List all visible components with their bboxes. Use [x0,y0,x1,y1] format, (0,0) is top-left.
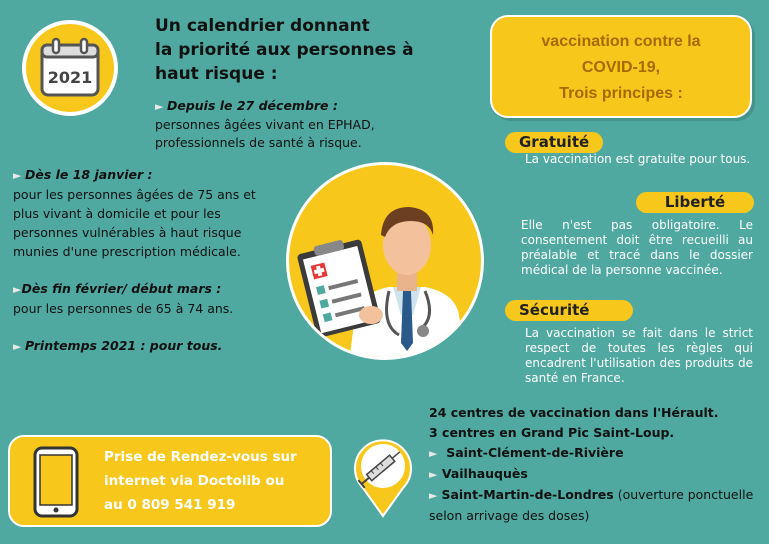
phase-item: ►Dès fin février/ début mars : pour les personnes de 65 à 74 ans. [13,281,234,316]
tag-securite: Sécurité [505,300,633,321]
intro-date: Depuis le 27 décembre : [166,98,338,113]
phone-icon [32,445,80,519]
centres-line2: 3 centres en Grand Pic Saint-Loup. [429,425,675,440]
principle-text-gratuite: La vaccination est gratuite pour tous. [525,152,751,166]
calendar-badge [22,20,118,116]
calendar-year: 2021 [47,68,93,87]
centre-item: ► Vailhauquès [429,466,528,481]
arrow-icon: ► [13,283,22,296]
appointment-box: Prise de Rendez-vous sur internet via Doctolib ou au 0 809 541 919 [8,435,332,527]
intro-line1: personnes âgées vivant en EPHAD, [155,117,375,132]
tag-liberte: Liberté [636,192,754,213]
intro-line2: professionnels de santé à risque. [155,135,362,150]
principles-header: vaccination contre la COVID-19, Trois principes : [490,15,752,118]
syringe-pin-icon [351,432,415,518]
arrow-icon: ► [13,340,25,353]
principle-text-liberte: Elle n'est pas obligatoire. Le consentement doit être recueilli au préalable et tracé dans le dossier médical de la personne vaccinée. [521,218,753,277]
intro-block [155,97,475,152]
arrow-icon: ► [13,169,25,182]
calendar-icon [39,37,101,99]
arrow-icon: ► [155,100,167,113]
arrow-icon: ► [429,489,438,502]
doctor-illustration [286,162,484,360]
centre-item: ► Saint-Martin-de-Londres (ouverture ponctuelle selon arrivage des doses) [429,487,754,523]
arrow-icon: ► [429,447,438,460]
phase-item: ► Dès le 18 janvier : pour les personnes âgées de 75 ans et plus vivant à domicile et pour les personnes vulnérables à haut risque munies d'une prescription médicale. [13,167,256,259]
arrow-icon: ► [429,468,438,481]
tag-gratuite: Gratuité [505,132,603,153]
page-title: Un calendrier donnant la priorité aux personnes à haut risque : [155,16,414,84]
phase-item: ► Printemps 2021 : pour tous. [13,338,223,353]
phases-list [13,165,278,374]
centres-line1: 24 centres de vaccination dans l'Hérault. [429,405,719,420]
centre-item: ► Saint-Clément-de-Rivière [429,445,624,460]
principle-text-securite: La vaccination se fait dans le strict respect de toutes les règles qui encadrent l'utilisation des produits de santé en France. [525,326,753,385]
centres-block [429,403,759,526]
